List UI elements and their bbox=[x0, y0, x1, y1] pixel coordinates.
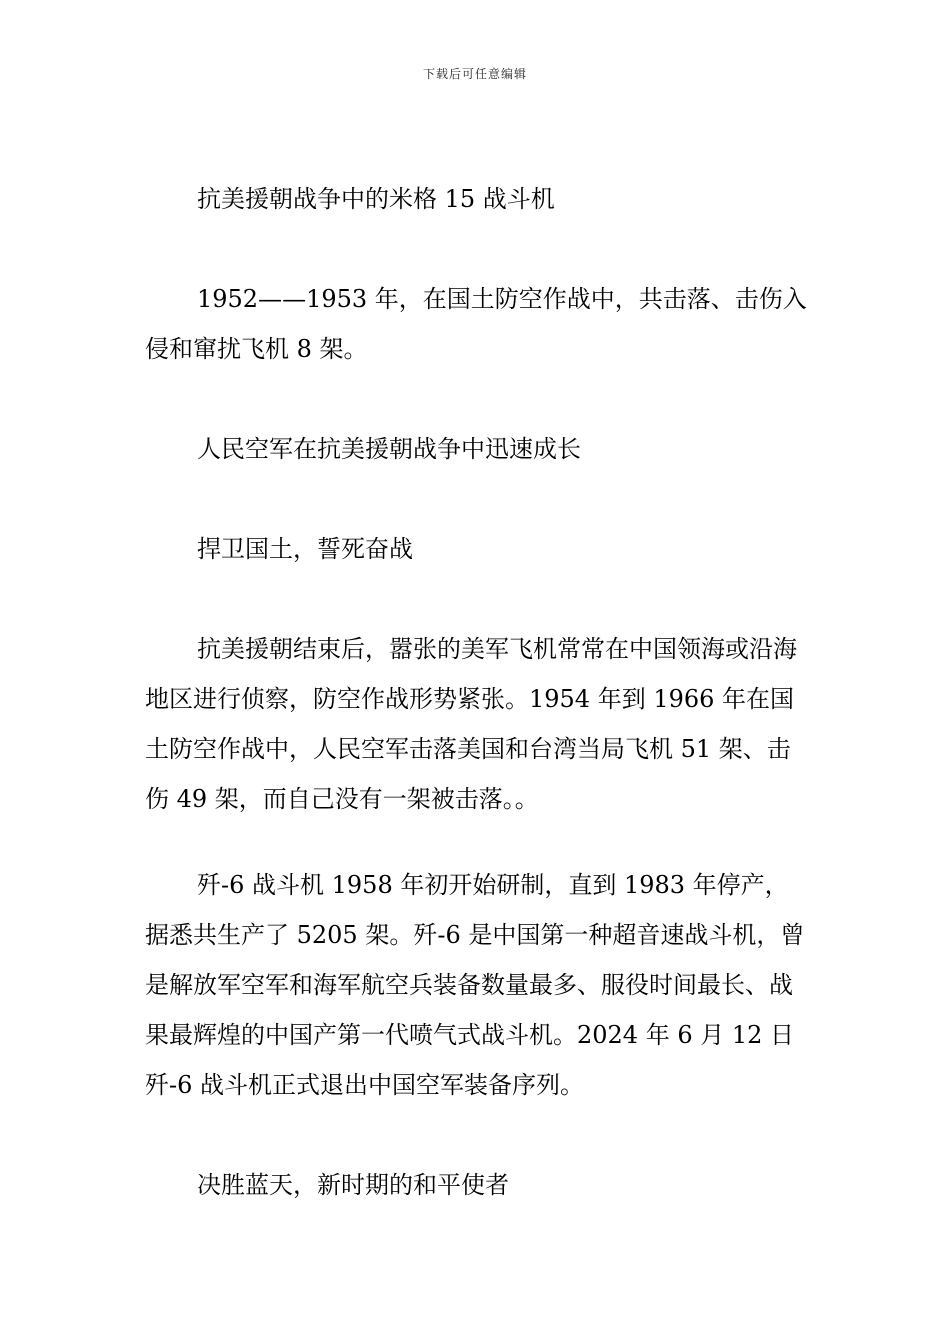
paragraph-j6-fighter: 歼-6 战斗机 1958 年初开始研制，直到 1983 年停产，据悉共生产了 5205 架。歼-6 是中国第一种超音速战斗机，曾是解放军空军和海军航空兵装备数量最多、服役时间最长、战果最辉煌的中国产第一代喷气式战斗机。2024 年 6 月 12 日歼-6 战斗机正式退出中国空军装备序列。 bbox=[145, 871, 805, 1099]
paragraph-air-defense: 抗美援朝结束后，嚣张的美军飞机常常在中国领海或沿海地区进行侦察，防空作战形势紧张。1954 年到 1966 年在国土防空作战中，人民空军击落美国和台湾当局飞机 51 架、击伤 49 架，而自己没有一架被击落。。 bbox=[145, 635, 797, 813]
heading-peace-envoy: 决胜蓝天，新时期的和平使者 bbox=[197, 1171, 509, 1199]
heading-mig15: 抗美援朝战争中的米格 15 战斗机 bbox=[197, 185, 555, 213]
heading-defend-homeland: 捍卫国土，誓死奋战 bbox=[197, 535, 413, 563]
heading-air-force-growth: 人民空军在抗美援朝战争中迅速成长 bbox=[197, 435, 581, 463]
paragraph-1952-1953: 1952——1953 年，在国土防空作战中，共击落、击伤入侵和窜扰飞机 8 架。 bbox=[145, 285, 807, 363]
page-header: 下载后可任意编辑 bbox=[422, 67, 527, 81]
